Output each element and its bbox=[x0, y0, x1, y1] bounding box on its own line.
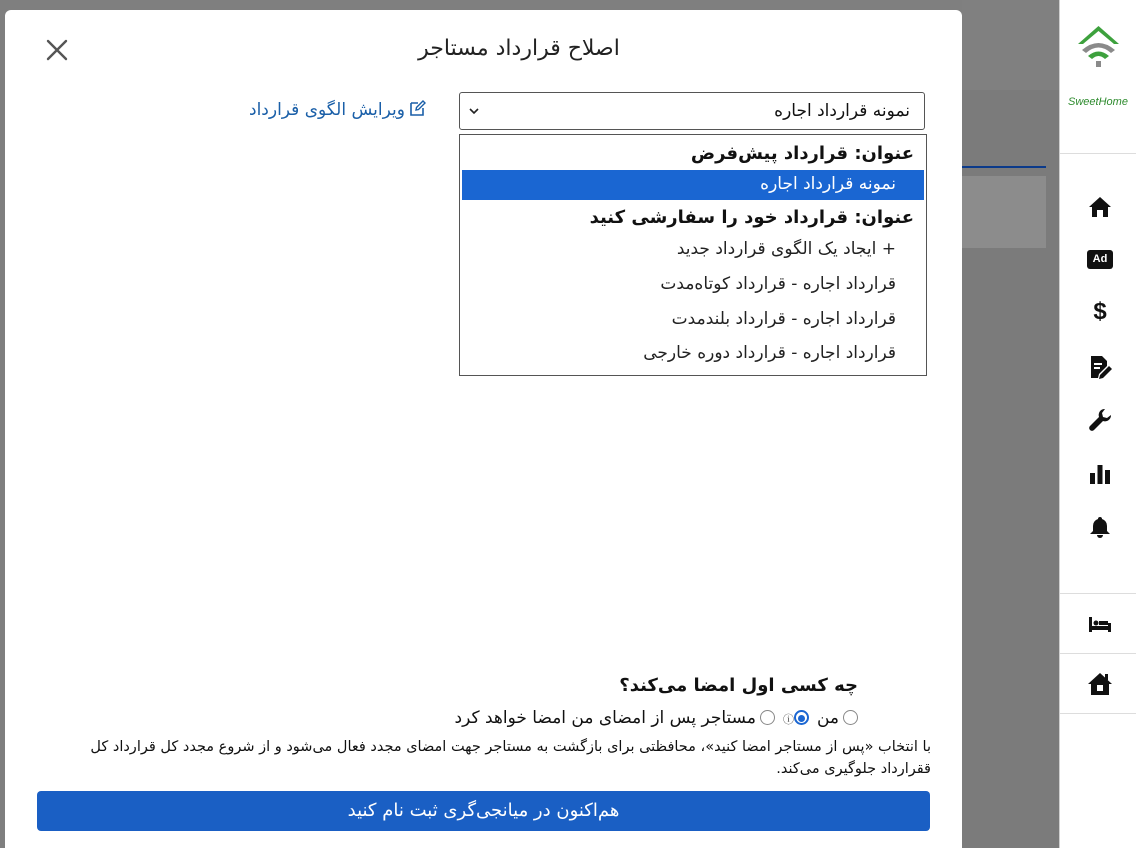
ad-icon[interactable]: Ad bbox=[1087, 250, 1113, 269]
option-label: نمونه قرارداد اجاره bbox=[760, 174, 896, 194]
option-label: قرارداد اجاره - قرارداد کوتاه‌مدت bbox=[660, 274, 896, 294]
radio-me-selected[interactable] bbox=[794, 710, 809, 725]
radio-tenant[interactable] bbox=[760, 710, 775, 725]
chevron-down-icon bbox=[468, 105, 480, 117]
edit-icon bbox=[409, 100, 426, 117]
bed-icon[interactable] bbox=[1087, 611, 1113, 637]
option-label: قرارداد اجاره - قرارداد بلندمدت bbox=[671, 309, 896, 329]
option-long-term-lease[interactable] bbox=[462, 305, 924, 335]
register-mediation-button[interactable]: هم‌اکنون در میانجی‌گری ثبت نام کنید bbox=[37, 791, 930, 831]
modal-title: اصلاح قرارداد مستاجر bbox=[418, 36, 620, 61]
wrench-icon[interactable] bbox=[1087, 407, 1113, 433]
brand-logo: SweetHome bbox=[1068, 96, 1128, 108]
background-panel bbox=[962, 176, 1046, 248]
option-group-label: عنوان: قرارداد خود را سفارشی کنید bbox=[589, 207, 914, 228]
home-icon[interactable] bbox=[1087, 194, 1113, 220]
house-icon[interactable] bbox=[1087, 671, 1113, 697]
sidebar-divider bbox=[1060, 593, 1136, 594]
select-value: نمونه قرارداد اجاره bbox=[774, 101, 910, 121]
wifi-house-logo-icon[interactable] bbox=[1060, 18, 1136, 74]
edit-template-link[interactable] bbox=[249, 100, 426, 120]
option-create-new-template[interactable] bbox=[462, 235, 924, 265]
option-foreign-period-lease[interactable] bbox=[462, 339, 924, 369]
sidebar-divider bbox=[1060, 153, 1136, 154]
edit-tenant-contract-modal bbox=[5, 10, 962, 848]
contract-template-dropdown bbox=[459, 134, 927, 376]
option-label: + ایجاد یک الگوی قرارداد جدید bbox=[676, 239, 896, 259]
contract-template-select[interactable] bbox=[459, 92, 925, 130]
background-tab-underline bbox=[962, 166, 1046, 168]
radio-tenant-label: مستاجر پس از امضای من امضا خواهد کرد bbox=[454, 708, 756, 728]
background-page bbox=[962, 0, 1059, 848]
close-icon[interactable] bbox=[43, 36, 71, 64]
signer-radio-group bbox=[447, 708, 858, 728]
dollar-icon[interactable]: $ bbox=[1093, 298, 1107, 325]
option-short-term-lease[interactable] bbox=[462, 270, 924, 300]
sidebar-divider bbox=[1060, 653, 1136, 654]
sidebar-divider bbox=[1060, 713, 1136, 714]
who-signs-first-label: چه کسی اول امضا می‌کند؟ bbox=[619, 675, 858, 696]
bar-chart-icon[interactable] bbox=[1087, 461, 1113, 487]
signing-note: با انتخاب «پس از مستاجر امضا کنید»، محافظتی برای بازگشت به مستاجر جهت امضای مجدد فعال می‌شود و از شروع مجدد کل قرارداد کل ققرارداد جلوگیری می‌کند. bbox=[90, 739, 931, 777]
bell-icon[interactable] bbox=[1087, 514, 1113, 540]
radio-me-label: من bbox=[816, 708, 839, 728]
radio-me-unchecked[interactable] bbox=[843, 710, 858, 725]
contract-edit-icon[interactable] bbox=[1087, 354, 1113, 380]
option-label: قرارداد اجاره - قرارداد دوره خارجی bbox=[643, 343, 896, 363]
option-sample-lease[interactable] bbox=[462, 170, 924, 200]
info-icon[interactable]: ⓘ bbox=[782, 713, 794, 726]
edit-template-label: ویرایش الگوی قرارداد bbox=[249, 100, 405, 120]
option-group-label: عنوان: قرارداد پیش‌فرض bbox=[690, 143, 914, 164]
